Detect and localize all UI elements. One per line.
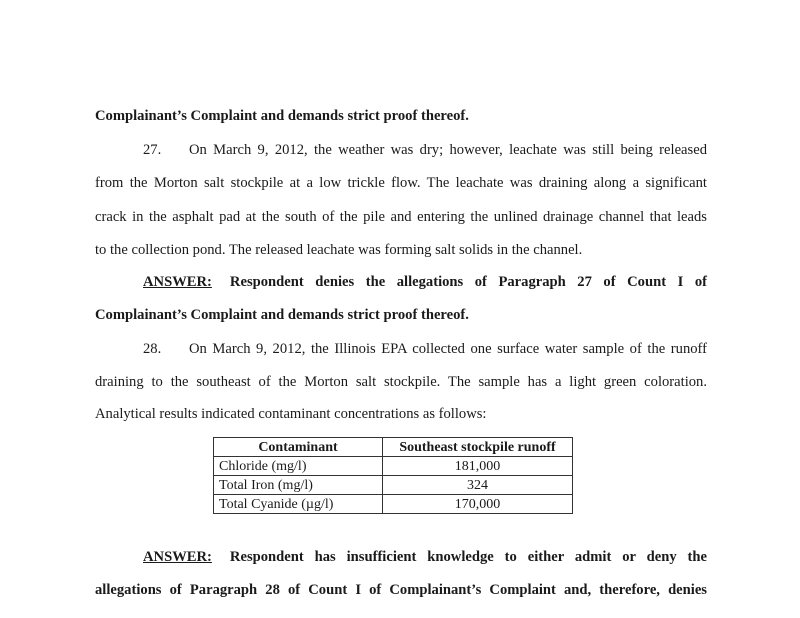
paragraph-28-line-1 — [143, 340, 707, 358]
table-cell-value: 170,000 — [383, 495, 573, 514]
paragraph-28-text-1: On March 9, 2012, the Illinois EPA collected one surface water sample of the runoff — [189, 341, 707, 357]
paragraph-28-number: 28. — [143, 341, 162, 357]
table-cell-value: 181,000 — [383, 457, 573, 476]
answer-28-line-2: allegations of Paragraph 28 of Count I of Complainant’s Complaint and, therefore, denies — [95, 582, 707, 598]
table-row — [214, 457, 573, 476]
table-cell-contaminant: Total Cyanide (µg/l) — [214, 495, 383, 514]
answer-27-label: ANSWER: — [143, 274, 212, 290]
paragraph-27-line-2: from the Morton salt stockpile at a low trickle flow. The leachate was draining along a significant — [95, 175, 707, 191]
table-row — [214, 495, 573, 514]
paragraph-28-line-2: draining to the southeast of the Morton salt stockpile. The sample has a light green coloration. — [95, 374, 707, 390]
table-cell-value: 324 — [383, 476, 573, 495]
table-cell-contaminant: Chloride (mg/l) — [214, 457, 383, 476]
paragraph-27-line-4: to the collection pond. The released leachate was forming salt solids in the channel. — [95, 242, 583, 258]
paragraph-28-line-3: Analytical results indicated contaminant concentrations as follows: — [95, 406, 487, 422]
paragraph-27-line-3: crack in the asphalt pad at the south of the pile and entering the unlined drainage channel that leads — [95, 209, 707, 225]
contaminant-table — [213, 437, 573, 514]
answer-28-line-1 — [143, 548, 707, 566]
table-cell-contaminant: Total Iron (mg/l) — [214, 476, 383, 495]
answer-27-text-1: Respondent denies the allegations of Paragraph 27 of Count I of — [229, 274, 707, 290]
paragraph-27-text-1: On March 9, 2012, the weather was dry; however, leachate was still being released — [189, 142, 707, 158]
paragraph-27-line-1 — [143, 141, 707, 159]
paragraph-continuation: Complainant’s Complaint and demands strict proof thereof. — [95, 108, 469, 124]
answer-28-label: ANSWER: — [143, 549, 212, 565]
answer-27-line-1 — [143, 273, 707, 291]
paragraph-27-number: 27. — [143, 142, 162, 158]
table-header-row — [214, 438, 573, 457]
answer-27-line-2: Complainant’s Complaint and demands strict proof thereof. — [95, 307, 469, 323]
answer-28-text-1: Respondent has insufficient knowledge to either admit or deny the — [229, 549, 707, 565]
table-header-runoff: Southeast stockpile runoff — [383, 438, 573, 457]
table-header-contaminant: Contaminant — [214, 438, 383, 457]
table-row — [214, 476, 573, 495]
